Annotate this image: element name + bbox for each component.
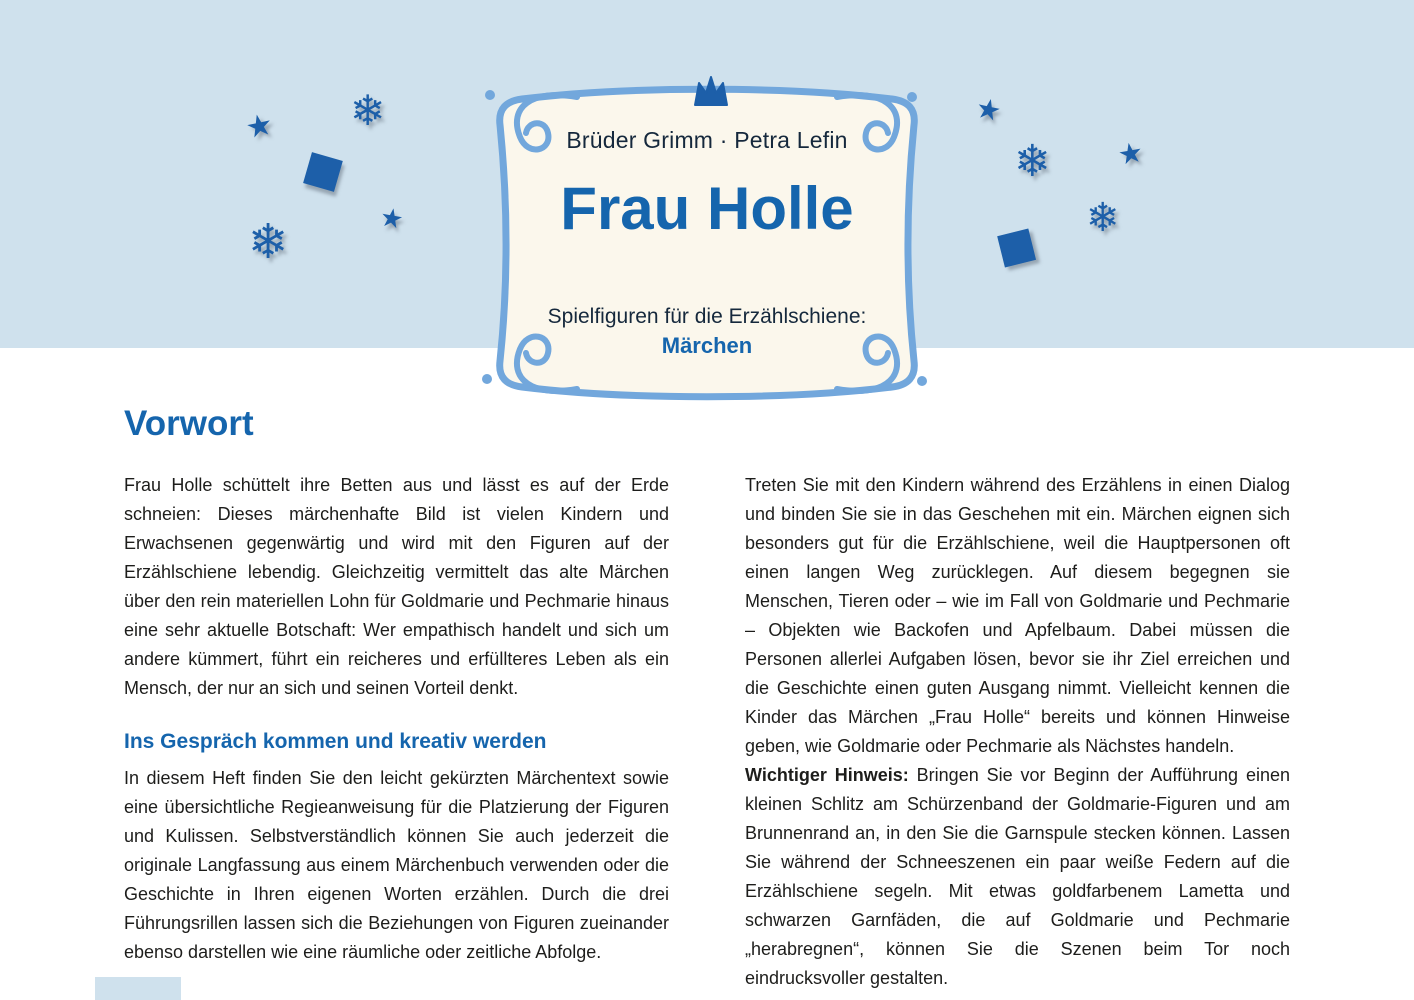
authors: Brüder Grimm · Petra Lefin [566,127,848,153]
section-subheading: Ins Gespräch kommen und kreativ werden [124,730,547,753]
note-text: Bringen Sie vor Beginn der Aufführung einen kleinen Schlitz am Schürzenband der Goldmarie-Figuren und am Brunnenrand an, in den Sie die Garnspule stecken können. Lassen Sie während der Schneeszenen ein paar weiße Federn auf die Erzählschiene segeln. Mit etwas goldfarbenem Lametta und schwarzen Garnfäden, die auf Goldmarie und Pechmarie „herabregnen“, können Sie die Szenen beim Tor noch eindrucksvoller gestalten. [745,765,1290,988]
corner-decoration [95,977,181,1000]
note-label: Wichtiger Hinweis: [745,765,909,785]
star-icon: ★ [242,106,277,147]
important-note [745,761,1290,993]
diamond-icon: ■ [990,215,1041,274]
star-icon: ★ [1115,135,1146,172]
diamond-icon: ■ [298,139,350,198]
intro-paragraph: Frau Holle schüttelt ihre Betten aus und lässt es auf der Erde schneien: Dieses märchenhafte Bild ist vielen Kindern und Erwachsenen gegenwärtig und wird mit den Figuren auf der Erzählschiene lebendig. Gleichzeitig vermittelt das alte Märchen über den rein materiellen Lohn für Goldmarie und Pechmarie hinaus eine sehr aktuelle Botschaft: Wer empathisch handelt und sich um andere kümmert, führt ein reicheres und erfüllteres Leben als ein Mensch, der nur an sich und seinen Vorteil denkt. [124,475,669,698]
series-label: Märchen [661,333,753,358]
left-column [124,471,669,993]
page-title: Vorwort [124,404,254,443]
star-icon: ★ [377,202,406,236]
snowflake-icon: ❄ [350,86,386,135]
section-paragraph: In diesem Heft finden Sie den leicht gekürzten Märchentext sowie eine übersichtliche Regieanweisung für die Platzierung der Figuren und Kulissen. Selbstverständlich können Sie auch jederzeit die originale Langfassung aus einem Märchenbuch verwenden oder die Geschichte in Ihren eigenen Worten erzählen. Durch die drei Führungsrillen lassen sich die Beziehungen von Figuren zueinander ebenso darstellen wie eine räumliche oder zeitliche Abfolge. [124,768,669,963]
snowflake-icon: ❄ [1086,195,1120,241]
snowflake-icon: ❄ [1014,136,1051,187]
snowflake-icon: ❄ [248,214,289,270]
subtitle: Spielfiguren für die Erzählschiene: [547,305,867,328]
dialog-paragraph: Treten Sie mit den Kindern während des Erzählens in einen Dialog und binden Sie sie in das Geschehen mit ein. Märchen eignen sich besonders gut für die Erzählschiene, weil die Hauptpersonen oft einen langen Weg zurücklegen. Auf diesem begegnen sie Menschen, Tieren oder – wie im Fall von Goldmarie und Pechmarie – Objekten wie Backofen und Apfelbaum. Dabei müssen die Personen allerlei Aufgaben lösen, bevor sie ihr Ziel erreichen und die Geschichte einen guten Ausgang nimmt. Vielleicht kennen die Kinder das Märchen „Frau Holle“ bereits und können Hinweise geben, wie Goldmarie oder Pechmarie als Nächstes handeln. [745,475,1290,756]
main-content [124,348,1290,993]
crown-icon [692,75,730,107]
right-column [745,471,1290,993]
book-title: Frau Holle [560,175,854,242]
star-icon: ★ [972,90,1005,129]
